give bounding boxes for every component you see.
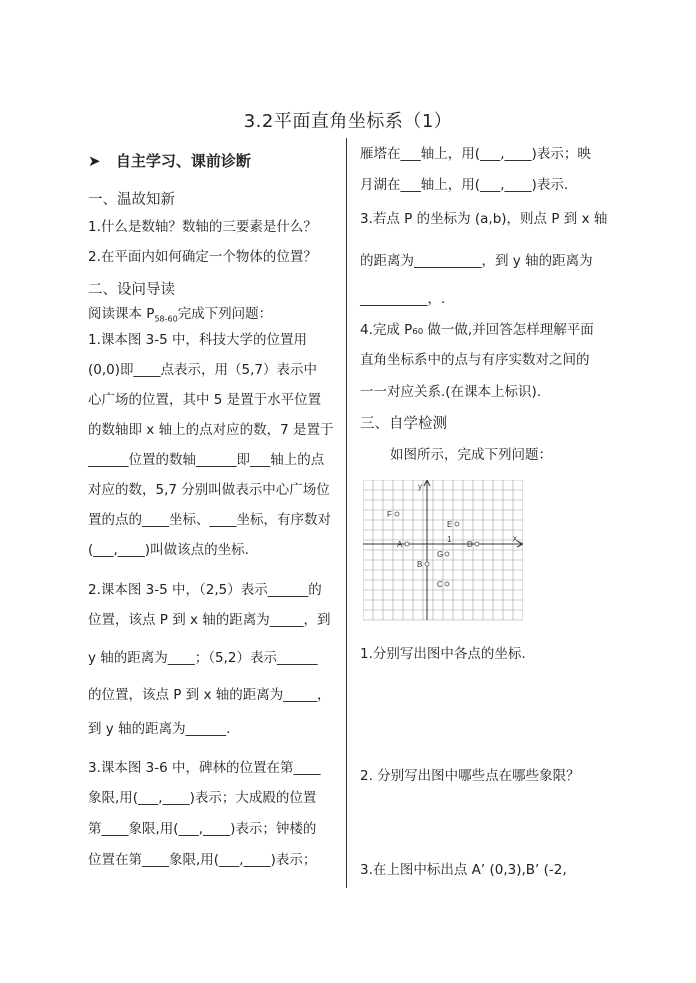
- problem-3-line-1: 3.课本图 3-6 中，碑林的位置在第____: [88, 760, 321, 776]
- heading-text: 自主学习、课前诊断: [115, 152, 251, 170]
- point-g-marker: [445, 552, 449, 556]
- right-line-2: 月湖在___轴上，用(___,____)表示.: [360, 177, 569, 193]
- problem-1-line-8: (___,____)叫做该点的坐标.: [88, 542, 249, 558]
- point-d-label: D: [467, 540, 473, 549]
- right-line-3: 3.若点 P 的坐标为 (a,b)，则点 P 到 x 轴: [360, 211, 608, 227]
- problem-1-line-4: 的数轴即 x 轴上的点对应的数，7 是置于: [88, 422, 334, 438]
- graph-intro: 如图所示，完成下列问题：: [390, 447, 552, 463]
- unit-label: 1: [447, 535, 452, 544]
- page-title: 3.2平面直角坐标系（1）: [243, 111, 453, 132]
- point-c-label: C: [437, 580, 443, 589]
- point-b-label: B: [417, 560, 423, 569]
- problem-3-line-3: 第____象限,用(___,____)表示；钟楼的: [88, 821, 317, 837]
- column-divider: [346, 138, 347, 888]
- section-self-test: 三、自学检测: [360, 416, 447, 432]
- point-c-marker: [445, 582, 449, 586]
- point-e-label: E: [447, 520, 453, 529]
- point-a-marker: [405, 542, 409, 546]
- section-review: 一、温故知新: [88, 192, 175, 208]
- problem-2-line-5: 到 y 轴的距离为______.: [88, 721, 231, 737]
- reading-suffix: 完成下列问题：: [177, 306, 273, 322]
- problem-1-line-3: 心广场的位置，其中 5 是置于水平位置: [88, 392, 322, 408]
- point-e-marker: [455, 522, 459, 526]
- x-axis-label: x: [513, 534, 517, 543]
- problem-1-line-5: ______位置的数轴______即___轴上的点: [88, 452, 325, 468]
- right-line-7: 直角坐标系中的点与有序实数对之间的: [360, 352, 590, 368]
- reading-instruction: [88, 304, 272, 330]
- section-heading: [88, 150, 251, 171]
- problem-1-line-1: 1.课本图 3-5 中，科技大学的位置用: [88, 332, 308, 348]
- problem-3-line-4: 位置在第____象限,用(___,____)表示；: [88, 852, 317, 868]
- problem-3-line-2: 象限,用(___,____)表示；大成殿的位置: [88, 790, 317, 806]
- right-line-5: __________，.: [360, 291, 446, 307]
- point-f-marker: [395, 512, 399, 516]
- section-guide: 二、设问导读: [88, 282, 175, 298]
- right-line-6: 4.完成 P₆₀ 做一做,并回答怎样理解平面: [360, 322, 594, 338]
- problem-2-line-2: 位置，该点 P 到 x 轴的距离为_____，到: [88, 612, 331, 628]
- reading-pages: 58-60: [154, 314, 178, 324]
- problem-1-line-6: 对应的数，5,7 分别叫做表示中心广场位: [88, 482, 330, 498]
- question-1: 1.什么是数轴？数轴的三要素是什么？: [88, 219, 317, 235]
- problem-1-line-2: (0,0)即____点表示，用（5,7）表示中: [88, 362, 317, 378]
- right-line-4: 的距离为__________，到 y 轴的距离为: [360, 253, 593, 269]
- problem-1-line-7: 置的点的____坐标、____坐标，有序数对: [88, 512, 331, 528]
- point-d-marker: [475, 542, 479, 546]
- task-2: 2. 分别写出图中哪些点在哪些象限？: [360, 768, 580, 784]
- problem-2-line-3: y 轴的距离为____；（5,2）表示______: [88, 650, 318, 666]
- coordinate-grid-figure: [363, 480, 523, 628]
- point-g-label: G: [437, 550, 444, 559]
- right-line-1: 雁塔在___轴上，用(___,____)表示；映: [360, 146, 591, 162]
- problem-2-line-4: 的位置，该点 P 到 x 轴的距离为_____，: [88, 687, 331, 703]
- right-line-8: 一一对应关系.(在课本上标识).: [360, 384, 542, 400]
- point-b-marker: [425, 562, 429, 566]
- point-f-label: F: [387, 510, 392, 519]
- point-a-label: A: [397, 540, 403, 549]
- problem-2-line-1: 2.课本图 3-5 中，（2,5）表示______的: [88, 582, 322, 598]
- task-3: 3.在上图中标出点 A’ (0,3),B’ (-2,: [360, 862, 567, 878]
- arrow-icon: ➤: [88, 152, 101, 170]
- task-1: 1.分别写出图中各点的坐标.: [360, 646, 526, 662]
- question-2: 2.在平面内如何确定一个物体的位置？: [88, 249, 317, 265]
- coordinate-grid: [363, 480, 523, 628]
- reading-prefix: 阅读课本 P: [88, 306, 155, 322]
- y-axis-label: y: [418, 482, 422, 491]
